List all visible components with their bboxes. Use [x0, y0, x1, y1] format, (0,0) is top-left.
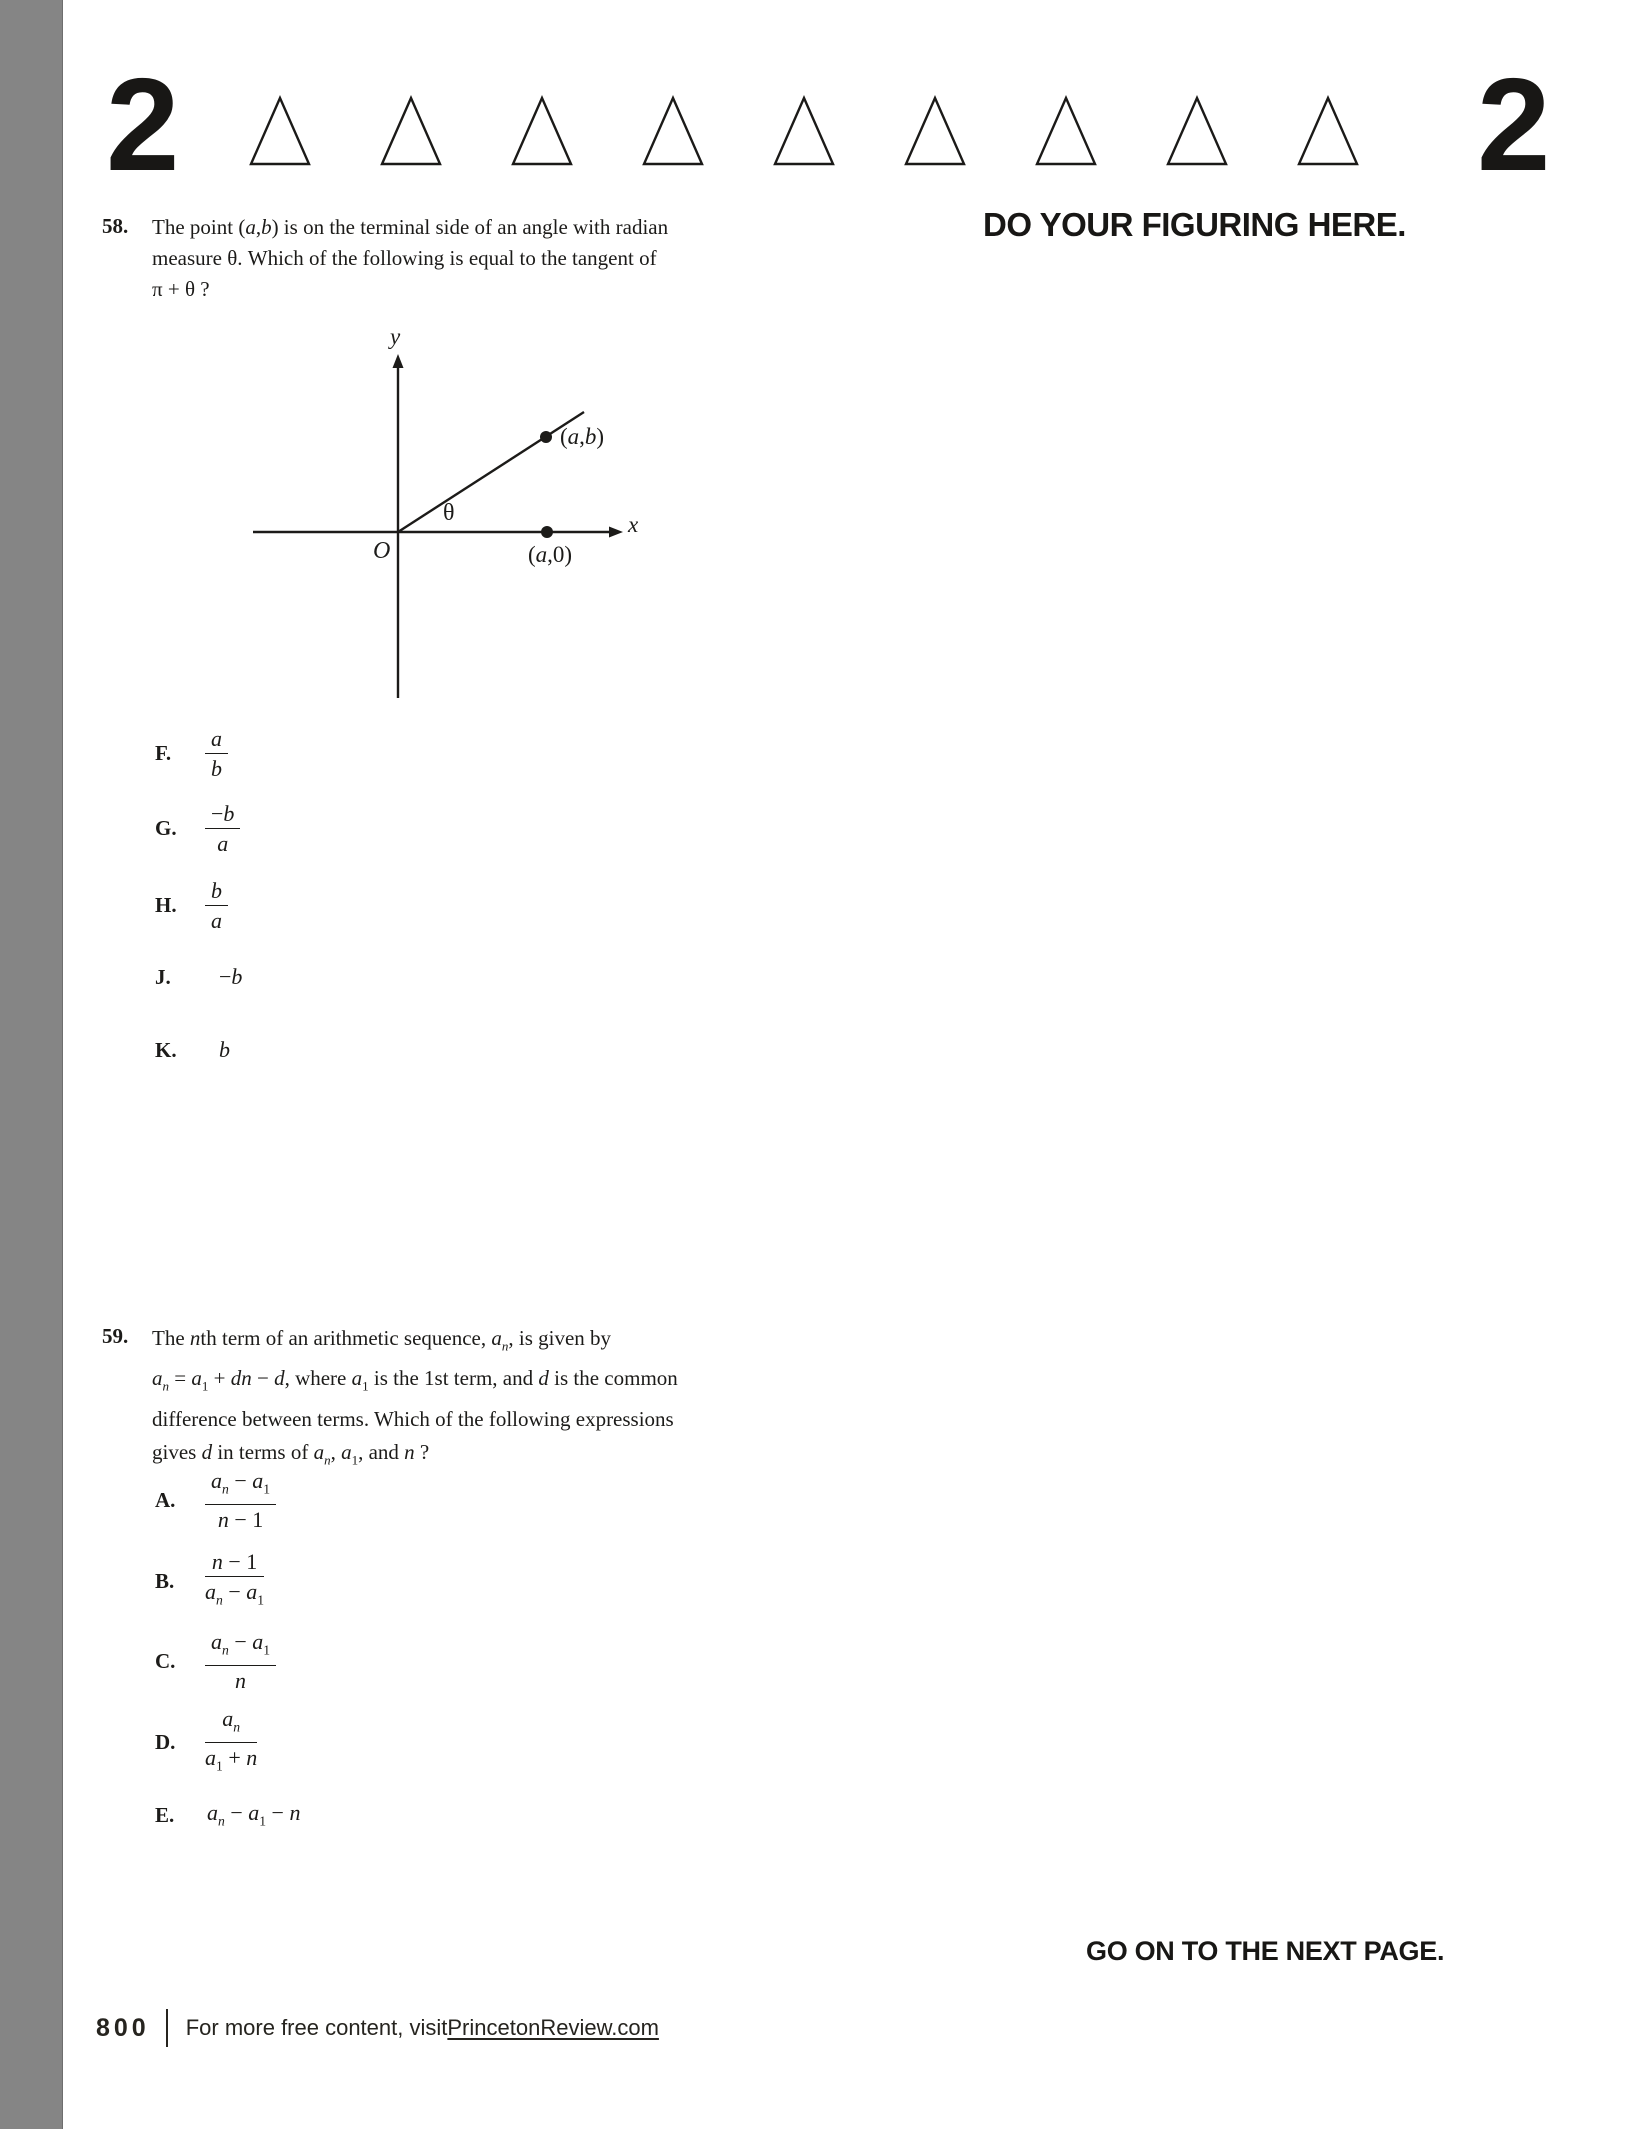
- question-58-number: 58.: [102, 214, 129, 238]
- fraction-expression: [205, 1468, 276, 1532]
- fraction-expression: [205, 1629, 276, 1693]
- choice-label: E.: [155, 1802, 175, 1827]
- coordinate-plane-figure: [180, 310, 680, 710]
- choice-row-b: [155, 1548, 264, 1614]
- question-59-number: 59.: [102, 1324, 129, 1348]
- choice-row-k: [155, 1017, 230, 1083]
- fraction-expression: [205, 878, 228, 933]
- triangle-icon: [379, 95, 443, 167]
- choice-row-g: [155, 795, 240, 861]
- terminal-ray: [398, 412, 584, 532]
- fraction-expression: [205, 726, 228, 781]
- fraction-denominator: n: [235, 1667, 247, 1693]
- triangle-icon: [1034, 95, 1098, 167]
- fraction-denominator: a: [217, 830, 229, 856]
- fraction-expression: [205, 1706, 257, 1778]
- triangle-icon: [641, 95, 705, 167]
- point-a0-dot: [541, 526, 553, 538]
- point-ab-dot: [540, 431, 552, 443]
- fraction-numerator: $a_n - a_1$: [205, 1468, 276, 1505]
- fraction-numerator: $a_n$: [205, 1706, 257, 1743]
- choice-row-a: [155, 1467, 276, 1533]
- fraction-expression: [205, 1549, 264, 1613]
- choice-label: A.: [155, 1487, 176, 1512]
- fraction-numerator: −b: [205, 801, 240, 829]
- fraction-numerator: b: [205, 878, 228, 906]
- choice-row-d: [155, 1705, 258, 1775]
- choice-label: H.: [155, 892, 177, 917]
- choice-label: B.: [155, 1568, 175, 1593]
- footer-divider: [166, 2009, 168, 2047]
- page-number: 800: [96, 2013, 150, 2042]
- plain-expression: b: [219, 1037, 230, 1062]
- fraction-denominator: n − 1: [217, 1506, 264, 1532]
- question-59-text: [152, 1322, 678, 1476]
- question-text-line: gives d in terms of $a_n$, $a_1$, and n ?: [152, 1439, 430, 1468]
- triangle-icon: [510, 95, 574, 167]
- y-axis-label: y: [390, 324, 401, 349]
- theta-angle-label: θ: [443, 500, 455, 526]
- origin-label: O: [373, 538, 391, 564]
- section-number-right: 2: [1477, 51, 1548, 198]
- plain-expression: −b: [219, 964, 243, 989]
- choice-label: C.: [155, 1648, 176, 1673]
- y-axis-arrowhead: [393, 354, 404, 368]
- fraction-denominator: $a_1 + n$: [205, 1744, 258, 1774]
- question-text-line: $a_n = a_1$ + dn − d, where $a_1$ is the 1st term, and d is the common: [152, 1366, 678, 1394]
- fraction-denominator: $a_n - a_1$: [205, 1579, 265, 1608]
- triangle-icon: [772, 95, 836, 167]
- choice-label: K.: [155, 1037, 177, 1062]
- page-footer: [96, 2006, 659, 2050]
- question-text-line: The point (a,b) is on the terminal side of an angle with radian: [152, 215, 669, 239]
- x-axis-arrowhead: [609, 527, 623, 538]
- go-on-notice: GO ON TO THE NEXT PAGE.: [1086, 1936, 1445, 1966]
- choice-row-j: [155, 944, 242, 1010]
- choice-row-h: [155, 872, 228, 938]
- question-text-line: measure θ. Which of the following is equal to the tangent of: [152, 246, 657, 270]
- choice-label: G.: [155, 815, 177, 840]
- footer-link[interactable]: PrincetonReview.com: [447, 2015, 659, 2040]
- fraction-denominator: a: [211, 907, 222, 933]
- fraction-numerator: a: [205, 726, 228, 754]
- choice-row-e: [155, 1782, 300, 1848]
- triangle-icon: [1296, 95, 1360, 167]
- figuring-here-heading: DO YOUR FIGURING HERE.: [983, 206, 1406, 243]
- triangle-icon: [1165, 95, 1229, 167]
- question-text-line: The nth term of an arithmetic sequence, $a_n$, is given by: [152, 1326, 612, 1354]
- fraction-denominator: b: [211, 755, 222, 781]
- triangle-icon: [903, 95, 967, 167]
- fraction-numerator: $a_n - a_1$: [205, 1629, 276, 1666]
- x-axis-label: x: [628, 512, 639, 537]
- plain-expression: $a_n - a_1 - n$: [207, 1800, 301, 1829]
- choice-row-c: [155, 1628, 276, 1694]
- fraction-numerator: n − 1: [205, 1549, 264, 1577]
- question-text-line: π + θ ?: [152, 277, 210, 301]
- point-ab-label: (a,b): [560, 424, 605, 449]
- footer-note: For more free content, visit: [185, 2015, 448, 2040]
- choice-label: D.: [155, 1729, 176, 1754]
- question-text-line: difference between terms. Which of the following expressions: [152, 1406, 674, 1431]
- triangle-row: [248, 95, 1360, 167]
- question-58-text: [152, 212, 668, 305]
- section-number-left: 2: [106, 51, 177, 198]
- page-binding-strip: [0, 0, 63, 2129]
- point-a0-label: (a,0): [528, 542, 573, 567]
- fraction-expression: [205, 801, 240, 856]
- choice-label: F.: [155, 740, 172, 765]
- choice-label: J.: [155, 964, 171, 989]
- choice-row-f: [155, 720, 228, 786]
- coordinate-plane-canvas: [180, 310, 680, 710]
- triangle-icon: [248, 95, 312, 167]
